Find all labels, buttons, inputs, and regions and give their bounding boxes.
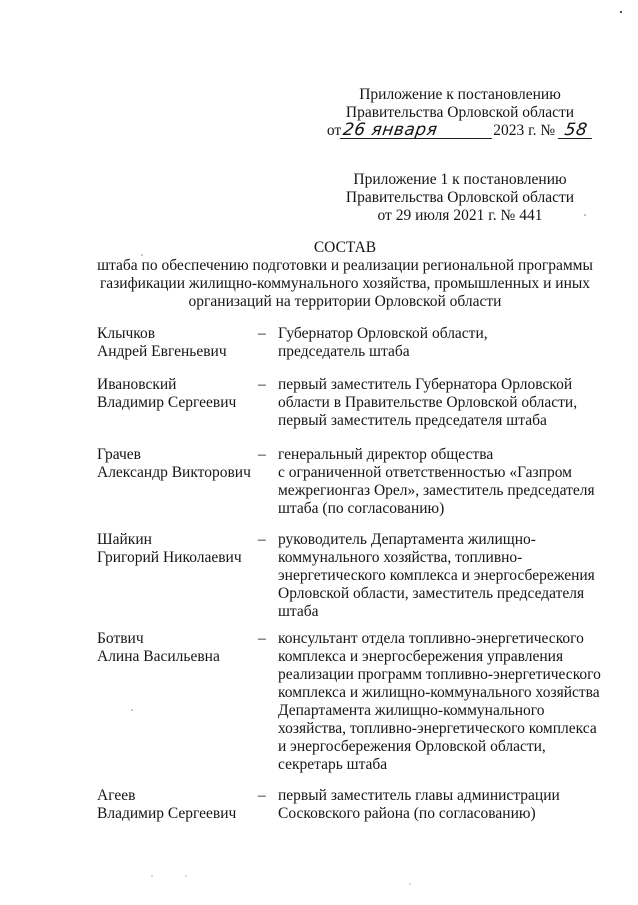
appendix-line: Приложение к постановлению [359, 86, 561, 103]
role-line: первый заместитель Губернатора Орловской [278, 376, 573, 393]
member-name [97, 325, 257, 361]
member-role [278, 531, 608, 621]
role-line: с ограниченной ответственностью «Газпром [278, 464, 572, 481]
member-dash: – [258, 531, 266, 548]
title-line: организаций на территории Орловской области [188, 293, 502, 310]
role-line: комплекса и жилищно-коммунального хозяйства [278, 684, 600, 701]
member-surname: Клычков [97, 325, 156, 342]
role-line: генеральный директор общества [278, 446, 494, 463]
role-line: межрегионгаз Орел», заместитель председателя [278, 482, 595, 499]
member-role [278, 630, 608, 774]
member-role [278, 376, 608, 430]
role-line: Орловской области, заместитель председателя [278, 585, 585, 602]
role-line: секретарь штаба [278, 756, 388, 773]
member-dash: – [258, 787, 266, 804]
member-name [97, 531, 257, 567]
role-line: Губернатор Орловской области, [278, 325, 488, 342]
appendix-line: Правительства Орловской области [345, 104, 575, 121]
member-name [97, 376, 257, 412]
role-line: первый заместитель главы администрации [278, 787, 560, 804]
original-appendix-header [320, 171, 600, 225]
appendix-line: от 29 июля 2021 г. № 441 [377, 207, 543, 224]
handwritten-number: 58 [558, 122, 594, 139]
appendix-date-line [320, 122, 600, 140]
member-surname: Агеев [97, 787, 136, 804]
member-surname: Грачев [97, 446, 141, 463]
member-name [97, 630, 257, 666]
member-surname: Ивановский [97, 376, 177, 393]
member-surname: Шайкин [97, 531, 152, 548]
role-line: первый заместитель председателя штаба [278, 412, 547, 429]
role-line: штаба [278, 603, 319, 620]
member-role [278, 787, 608, 823]
role-line: реализации программ топливно-энергетического [278, 666, 601, 683]
appendix-line: Правительства Орловской области [345, 189, 575, 206]
role-line: энергетического комплекса и энергосбережения [278, 567, 595, 584]
member-dash: – [258, 446, 266, 463]
member-dash: – [258, 630, 266, 647]
member-role [278, 446, 608, 518]
role-line: хозяйства, топливно-энергетического комплекса [278, 720, 597, 737]
role-line: председатель штаба [278, 343, 410, 360]
member-dash: – [258, 376, 266, 393]
member-role [278, 325, 608, 361]
role-line: Департамента жилищно-коммунального [278, 702, 545, 719]
member-given-name: Григорий Николаевич [97, 549, 242, 566]
role-line: коммунального хозяйства, топливно- [278, 549, 523, 566]
title-line: газификации жилищно-коммунального хозяйства, промышленных и иных [99, 275, 591, 292]
member-given-name: Алина Васильевна [97, 648, 220, 665]
role-line: Сосковского района (по согласованию) [278, 805, 536, 822]
member-given-name: Владимир Сергеевич [97, 394, 237, 411]
member-given-name: Александр Викторович [97, 464, 251, 481]
role-line: штаба (по согласованию) [278, 500, 445, 517]
member-dash: – [258, 325, 266, 342]
appendix-header [320, 86, 600, 140]
appendix-from-prefix: от [326, 122, 342, 139]
role-line: руководитель Департамента жилищно- [278, 531, 536, 548]
member-given-name: Андрей Евгеньевич [97, 343, 227, 360]
member-name [97, 787, 257, 823]
handwritten-date: 26 января [340, 122, 494, 139]
member-surname: Ботвич [97, 630, 144, 647]
role-line: консультант отдела топливно-энергетического [278, 630, 584, 647]
appendix-year: 2023 г. № [493, 122, 556, 139]
title-heading: СОСТАВ [313, 239, 377, 256]
document-title [70, 239, 620, 311]
member-given-name: Владимир Сергеевич [97, 805, 237, 822]
member-name [97, 446, 257, 482]
appendix-line: Приложение 1 к постановлению [353, 171, 567, 188]
role-line: и энергосбережения Орловской области, [278, 738, 546, 755]
role-line: области в Правительстве Орловской области, [278, 394, 578, 411]
title-line: штаба по обеспечению подготовки и реализации региональной программы [97, 257, 593, 274]
role-line: комплекса и энергосбережения управления [278, 648, 564, 665]
